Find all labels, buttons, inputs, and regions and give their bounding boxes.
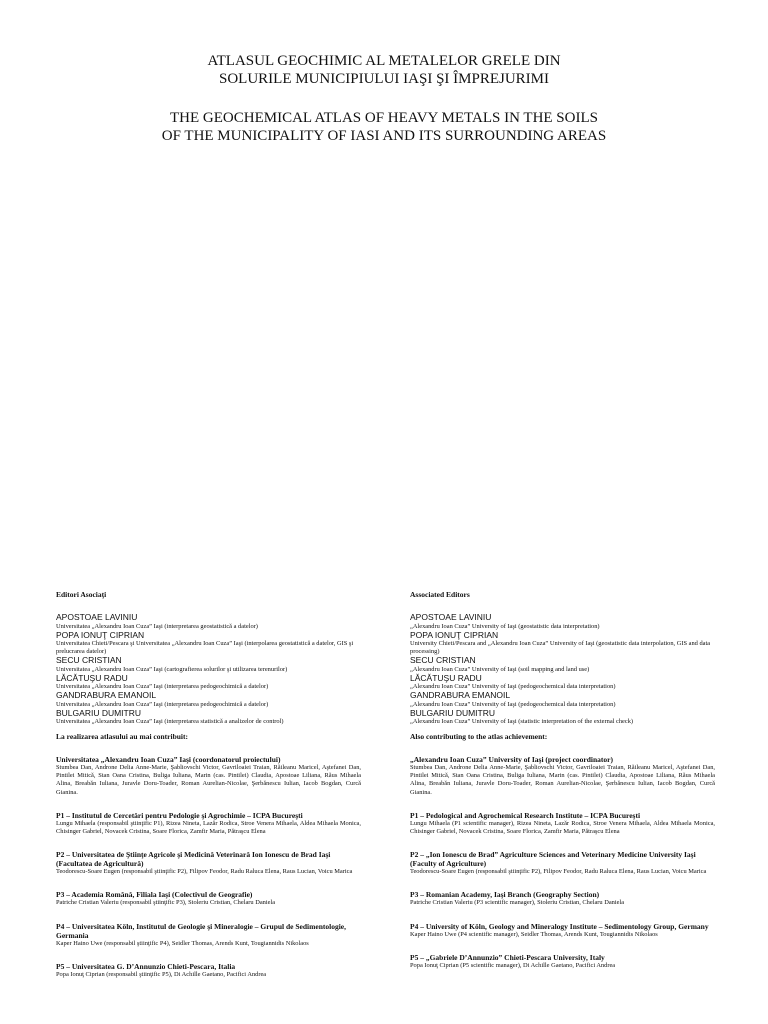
editor-affiliation: Universitatea Chieti/Pescara şi Universitatea „Alexandru Ioan Cuza” Iaşi (interpolarea geostatistică a datelor, GIS şi prelucrarea datelor) bbox=[56, 640, 354, 655]
group-members: Stumbea Dan, Androne Delia Anne-Marie, Şabliovschi Victor, Gavriloaiei Traian, Răileanu Maricel, Aştefanei Dan, Pintilei Mitică, Stan Oana Cristina, Buliga Iuliana, Marin (cas. Pintilei) Claudia, Apostoae Liliana, Răus Mihaela Alina, Breabăn Iuliana, Juravle Doru-Toader, Roman Aurelian-Nicolae, Şerbănescu Iulian, Iacob Bogdan, Curcă Gianina. bbox=[410, 764, 715, 796]
group-title: P4 – Universitatea Köln, Institutul de Geologie şi Mineralogie – Grupul de Sedimentologie, Germania bbox=[56, 921, 346, 940]
group-title: P4 – University of Köln, Geology and Mineralogy Institute – Sedimentology Group, Germany bbox=[410, 921, 709, 931]
group-title: P2 – „Ion Ionescu de Brad” Agriculture Sciences and Veterinary Medicine University Iaşi (Faculty of Agriculture) bbox=[410, 850, 696, 869]
contributor-group bbox=[56, 890, 361, 907]
title-ro-line-1: ATLASUL GEOCHIMIC AL METALELOR GRELE DIN bbox=[207, 53, 561, 69]
editor-name: GANDRABURA EMANOIL bbox=[56, 690, 157, 700]
group-title: P5 – Universitatea G. D’Annunzio Chieti-Pescara, Italia bbox=[56, 961, 236, 971]
editor-affiliation: „Alexandru Ioan Cuza” University of Iaşi (geostatistic data interpretation) bbox=[410, 622, 600, 630]
title-en-line-2: OF THE MUNICIPALITY OF IASI AND ITS SURROUNDING AREAS bbox=[161, 128, 607, 144]
english-credits-column bbox=[410, 590, 715, 970]
group-title: „Alexandru Ioan Cuza” University of Iaşi (project coordinator) bbox=[410, 755, 613, 764]
contributor-group bbox=[56, 755, 361, 797]
group-title: P2 – Universitatea de Ştiinţe Agricole şi Medicină Veterinară Ion Ionescu de Brad Iaşi (Facultatea de Agricultură) bbox=[56, 850, 331, 869]
editor-affiliation: Universitatea „Alexandru Ioan Cuza” Iaşi (interpretarea geostatistică a datelor) bbox=[56, 622, 258, 630]
group-members: Kaper Haino Uwe (P4 scientific manager), Seidler Thomas, Arends Kunt, Tougiannidis Nikolaos bbox=[410, 930, 658, 938]
group-title: P3 – Academia Română, Filiala Iaşi (Colectivul de Geografie) bbox=[56, 890, 253, 900]
editors-heading: Associated Editors bbox=[410, 590, 470, 599]
editors-list bbox=[56, 613, 361, 726]
editor-name: BULGARIU DUMITRU bbox=[56, 707, 142, 718]
editor-name: BULGARIU DUMITRU bbox=[410, 707, 496, 718]
editor-name: SECU CRISTIAN bbox=[56, 655, 122, 665]
contributor-group bbox=[56, 811, 361, 836]
contributor-group bbox=[56, 922, 361, 948]
title-ro-line-2: SOLURILE MUNICIPIULUI IAŞI ŞI ÎMPREJURIMI bbox=[219, 71, 549, 87]
contributor-group bbox=[410, 953, 715, 970]
group-members: Lungu Mihaela (P1 scientific manager), Rizea Nineta, Lazăr Rodica, Stroe Venera Mihaela, Aldea Mihaela Monica, Chisinger Gabriel, Novacek Cristina, Soare Florica, Zamfir Maria, Pătraşcu Elena bbox=[410, 819, 715, 836]
editor-name: APOSTOAE LAVINIU bbox=[410, 612, 492, 622]
group-members: Popa Ionuţ Ciprian (P5 scientific manager), Di Achille Gaetano, Pacifici Andrea bbox=[410, 961, 616, 969]
group-title: P3 – Romanian Academy, Iaşi Branch (Geography Section) bbox=[410, 890, 600, 900]
contributor-group bbox=[410, 890, 715, 907]
editors-list bbox=[410, 613, 715, 726]
editor-name: POPA IONUŢ CIPRIAN bbox=[56, 629, 145, 640]
editor-name: GANDRABURA EMANOIL bbox=[410, 690, 511, 700]
contributors-heading: La realizarea atlasului au mai contribuit: bbox=[56, 732, 189, 741]
editor-affiliation: Universitatea „Alexandru Ioan Cuza” Iaşi (interpretarea pedogeochimică a datelor) bbox=[56, 700, 269, 708]
contributor-group bbox=[410, 922, 715, 939]
group-title: P1 – Pedological and Agrochemical Research Institute – ICPA Bucureşti bbox=[410, 810, 641, 820]
title-romanian bbox=[0, 52, 768, 88]
contributor-group bbox=[410, 811, 715, 836]
editor-affiliation: „Alexandru Ioan Cuza” University of Iaşi (pedogeochemical data interpretation) bbox=[410, 683, 616, 690]
title-english bbox=[0, 109, 768, 145]
editor-affiliation: Universitatea „Alexandru Ioan Cuza” Iaşi (interpretarea pedogeochimică a datelor) bbox=[56, 683, 269, 690]
contributor-group bbox=[56, 850, 361, 876]
editor-affiliation: Universitatea „Alexandru Ioan Cuza” Iaşi (interpretarea statistică a analizelor de control) bbox=[56, 718, 284, 725]
contributor-group bbox=[410, 850, 715, 876]
title-en-line-1: THE GEOCHEMICAL ATLAS OF HEAVY METALS IN THE SOILS bbox=[170, 110, 598, 126]
editor-affiliation: „Alexandru Ioan Cuza” University of Iaşi (soil mapping and land use) bbox=[410, 665, 590, 673]
editor-affiliation: University Chieti/Pescara and „Alexandru Ioan Cuza” University of Iaşi (geostatistic data interpolation, GIS and data processing) bbox=[410, 640, 711, 655]
contributor-group bbox=[56, 962, 361, 979]
contributor-group bbox=[410, 755, 715, 797]
contributors-heading: Also contributing to the atlas achievement: bbox=[410, 732, 548, 741]
editor-name: POPA IONUŢ CIPRIAN bbox=[410, 629, 499, 640]
editor-affiliation: Universitatea „Alexandru Ioan Cuza” Iaşi (cartografierea solurilor şi utilizarea terenurilor) bbox=[56, 665, 288, 673]
editor-name: APOSTOAE LAVINIU bbox=[56, 612, 138, 622]
group-title: P5 – „Gabriele D’Annunzio” Chieti-Pescara University, Italy bbox=[410, 952, 605, 962]
romanian-credits-column bbox=[56, 590, 361, 979]
editor-affiliation: „Alexandru Ioan Cuza” University of Iaşi (statistic interpretation of the external check) bbox=[410, 718, 634, 725]
group-title: Universitatea „Alexandru Ioan Cuza” Iaşi (coordonatorul proiectului) bbox=[56, 755, 281, 764]
group-members: Teodorescu-Soare Eugen (responsabil ştiinţific P2), Filipov Feodor, Radu Raluca Elena, Raus Lucian, Voicu Marica bbox=[56, 868, 353, 876]
editor-name: LĂCĂTUŞU RADU bbox=[410, 672, 482, 683]
group-members: Teodorescu-Soare Eugen (responsabil ştiinţific P2), Filipov Feodor, Radu Raluca Elena, Raus Lucian, Voicu Marica bbox=[410, 868, 707, 876]
group-members: Patriche Cristian Valeriu (P3 scientific manager), Stoleriu Cristian, Chelaru Daniela bbox=[410, 899, 625, 907]
editor-name: LĂCĂTUŞU RADU bbox=[56, 672, 128, 683]
editor-name: SECU CRISTIAN bbox=[410, 655, 476, 665]
group-members: Popa Ionuţ Ciprian (responsabil ştiinţific P5), Di Achille Gaetano, Pacifici Andrea bbox=[56, 970, 267, 978]
editor-affiliation: „Alexandru Ioan Cuza” University of Iaşi (pedogeochemical data interpretation) bbox=[410, 700, 616, 708]
group-title: P1 – Institutul de Cercetări pentru Pedologie şi Agrochimie – ICPA Bucureşti bbox=[56, 810, 303, 820]
editors-heading: Editori Asociaţi bbox=[56, 590, 107, 599]
group-members: Patriche Cristian Valeriu (responsabil ştiinţific P3), Stoleriu Cristian, Chelaru Daniela bbox=[56, 899, 276, 907]
group-members: Lungu Mihaela (responsabil ştiinţific P1), Rizea Nineta, Lazăr Rodica, Stroe Venera Mihaela, Aldea Mihaela Monica, Chisinger Gabriel, Novacek Cristina, Soare Florica, Zamfir Maria, Pătraşcu Elena bbox=[56, 819, 361, 836]
group-members: Kaper Haino Uwe (responsabil ştiinţific P4), Seidler Thomas, Arends Kunt, Tougiannidis Nikolaos bbox=[56, 939, 309, 947]
group-members: Stumbea Dan, Androne Delia Anne-Marie, Şabliovschi Victor, Gavriloaiei Traian, Răileanu Maricel, Aştefanei Dan, Pintilei Mitică, Stan Oana Cristina, Buliga Iuliana, Marin (cas. Pintilei) Claudia, Apostoae Liliana, Răus Mihaela Alina, Breabăn Iuliana, Juravle Doru-Toader, Roman Aurelian-Nicolae, Şerbănescu Iulian, Iacob Bogdan, Curcă Gianina. bbox=[56, 764, 361, 796]
